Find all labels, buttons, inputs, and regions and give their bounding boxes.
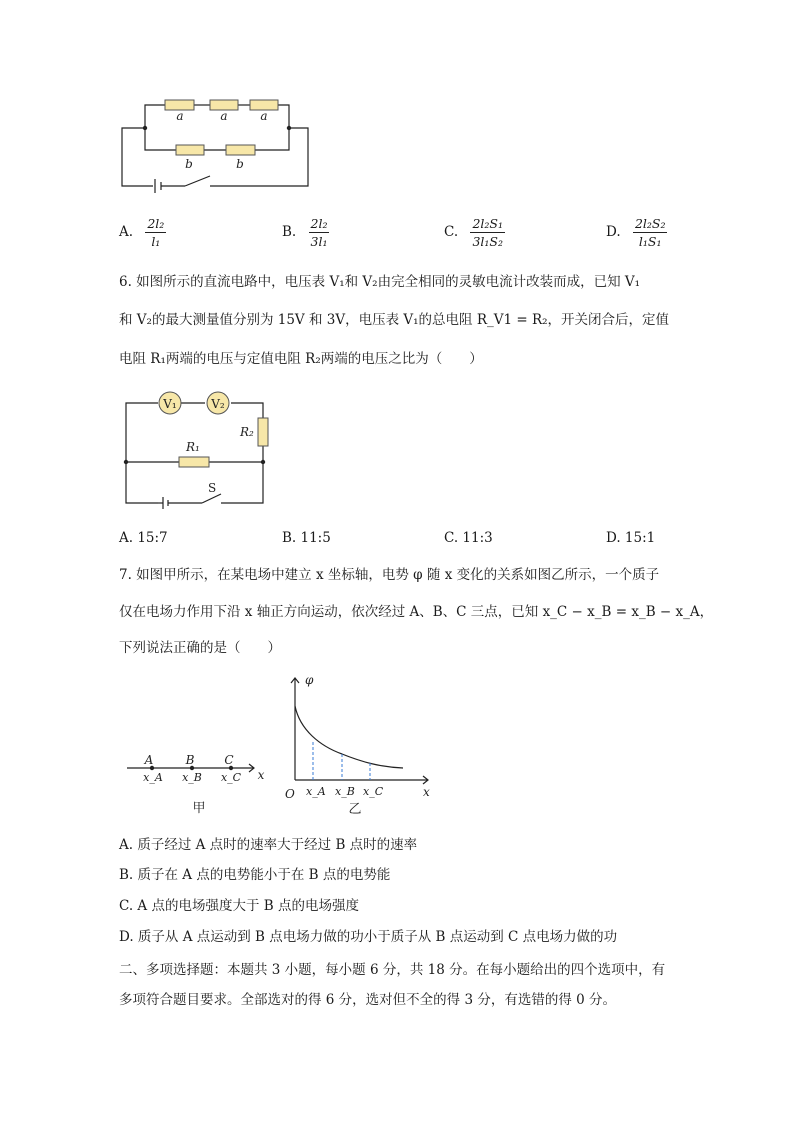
q5-option-c[interactable]: C. $\frac{\text{2l₂S₁}}{\text{3l₁S₂}}$ bbox=[444, 216, 503, 249]
v1-label: V₁ bbox=[163, 397, 177, 411]
q7-text-line-1: 7. 如图甲所示，在某电场中建立 x 坐标轴，电势 φ 随 x 变化的关系如图乙所示，一个质子 bbox=[119, 567, 660, 583]
resistor-r1 bbox=[179, 457, 209, 467]
label-b: b bbox=[185, 157, 193, 171]
q6-option-d[interactable]: D. 15:1 bbox=[606, 530, 656, 546]
q7-option-b[interactable]: B. 质子在 A 点的电势能小于在 B 点的电势能 bbox=[119, 867, 391, 883]
label-a: a bbox=[220, 109, 228, 123]
svg-text:x_B: x_B bbox=[335, 785, 355, 798]
resistor-r2 bbox=[258, 418, 268, 446]
q6-option-b[interactable]: B. 11:5 bbox=[282, 530, 331, 546]
caption-jia: 甲 bbox=[192, 801, 206, 816]
svg-text:O: O bbox=[285, 787, 295, 801]
resistor-b-1 bbox=[176, 145, 204, 155]
q5-option-d[interactable]: D. $\frac{\text{2l₂S₂}}{\text{l₁S₁}}$ bbox=[606, 216, 666, 249]
q7-text-line-3: 下列说法正确的是（ ） bbox=[119, 640, 281, 656]
q6-option-a[interactable]: A. 15:7 bbox=[119, 530, 168, 546]
q6-option-c[interactable]: C. 11:3 bbox=[444, 530, 493, 546]
v2-label: V₂ bbox=[211, 397, 225, 411]
svg-text:B: B bbox=[185, 753, 195, 767]
figure-yi-potential-graph bbox=[280, 668, 440, 818]
q6-text-line-2: 和 V₂的最大测量值分别为 15V 和 3V，电压表 V₁的总电阻 R_V1 = R₂，开关闭合后，定值 bbox=[119, 312, 670, 328]
figure-voltmeter-circuit bbox=[118, 388, 278, 510]
svg-text:x_C: x_C bbox=[363, 785, 384, 798]
q5-option-a[interactable]: A. $\frac{\text{2l₂}}{\text{l₁}}$ bbox=[119, 216, 165, 249]
q6-text-line-3: 电阻 R₁两端的电压与定值电阻 R₂两端的电压之比为（ ） bbox=[119, 351, 483, 367]
label-a: a bbox=[176, 109, 184, 123]
r2-label: R₂ bbox=[240, 425, 254, 439]
junction-node bbox=[261, 460, 265, 464]
svg-text:x_A: x_A bbox=[143, 771, 163, 784]
r1-label: R₁ bbox=[186, 440, 200, 454]
figure-jia-x-axis bbox=[122, 748, 272, 818]
junction-node bbox=[287, 126, 291, 130]
q7-text-line-2: 仅在电场力作用下沿 x 轴正方向运动，依次经过 A、B、C 三点，已知 x_C − x_B = x_B − x_A， bbox=[119, 604, 714, 620]
q6-text-line-1: 6. 如图所示的直流电路中，电压表 V₁和 V₂由完全相同的灵敏电流计改装而成，已知 V₁ bbox=[119, 274, 641, 290]
q7-option-d[interactable]: D. 质子从 A 点运动到 B 点电场力做的功小于质子从 B 点运动到 C 点电场力做的功 bbox=[119, 929, 618, 945]
switch-label: S bbox=[208, 481, 217, 495]
svg-text:x: x bbox=[423, 785, 430, 799]
section2-text-line-1: 二、多项选择题：本题共 3 小题，每小题 6 分，共 18 分。在每小题给出的四个选项中，有 bbox=[119, 962, 666, 978]
label-b: b bbox=[236, 157, 244, 171]
label-a: a bbox=[260, 109, 268, 123]
svg-text:x_B: x_B bbox=[182, 771, 202, 784]
svg-text:φ: φ bbox=[305, 673, 314, 687]
figure-resistor-circuit bbox=[115, 90, 320, 195]
q5-option-b[interactable]: B. $\frac{\text{2l₂}}{\text{3l₁}}$ bbox=[282, 216, 328, 249]
q7-option-c[interactable]: C. A 点的电场强度大于 B 点的电场强度 bbox=[119, 898, 359, 914]
svg-text:A: A bbox=[144, 753, 154, 767]
svg-text:C: C bbox=[224, 753, 234, 767]
svg-text:x_C: x_C bbox=[220, 771, 242, 784]
section2-text-line-2: 多项符合题目要求。全部选对的得 6 分，选对但不全的得 3 分，有选错的得 0 分。 bbox=[119, 992, 617, 1008]
resistor-b-2 bbox=[226, 145, 255, 155]
potential-curve bbox=[295, 706, 403, 768]
svg-text:x: x bbox=[257, 768, 265, 782]
junction-node bbox=[124, 460, 128, 464]
caption-yi: 乙 bbox=[348, 802, 362, 817]
junction-node bbox=[143, 126, 147, 130]
svg-text:x_A: x_A bbox=[306, 785, 326, 798]
q7-option-a[interactable]: A. 质子经过 A 点时的速率大于经过 B 点时的速率 bbox=[119, 837, 418, 853]
